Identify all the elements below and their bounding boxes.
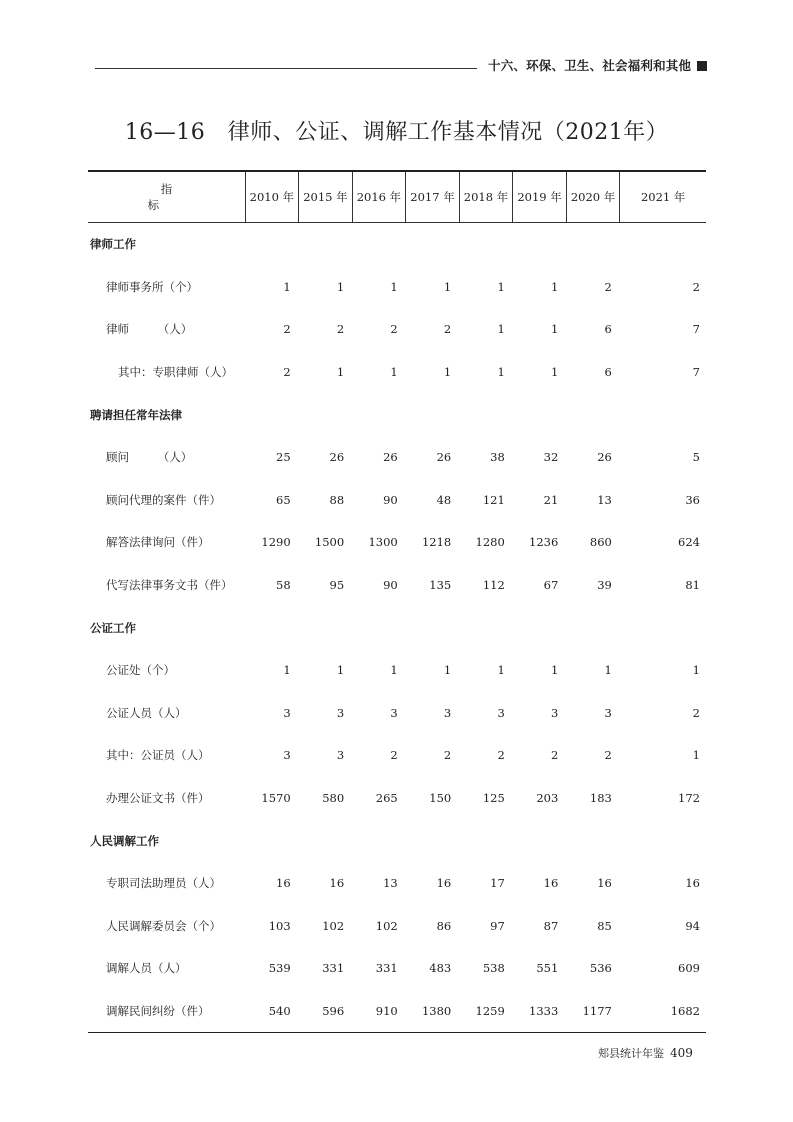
value-cell: 2 xyxy=(692,705,700,720)
value-cell: 2 xyxy=(550,748,559,763)
row-label: 公证处（个） xyxy=(106,663,175,678)
value-cell: 483 xyxy=(429,961,452,976)
header-row xyxy=(88,171,706,223)
value-cell: 87 xyxy=(543,918,559,933)
table-row xyxy=(88,692,706,735)
value-cell: 13 xyxy=(597,492,612,507)
value-cell: 36 xyxy=(685,492,700,507)
value-cell: 1 xyxy=(283,279,291,294)
value-cell: 1 xyxy=(550,365,559,380)
value-cell: 3 xyxy=(390,705,398,720)
value-cell: 551 xyxy=(536,961,559,976)
value-cell: 2 xyxy=(336,322,345,337)
value-cell: 5 xyxy=(692,450,700,465)
value-cell: 2 xyxy=(692,279,700,294)
group-row xyxy=(88,819,706,862)
value-cell: 21 xyxy=(543,492,559,507)
page-title: 16—16 律师、公证、调解工作基本情况（2021年） xyxy=(124,120,669,145)
value-cell: 150 xyxy=(429,791,452,806)
value-cell: 1 xyxy=(550,322,559,337)
header-rule xyxy=(95,68,477,69)
value-cell: 172 xyxy=(678,791,700,806)
value-cell: 95 xyxy=(329,578,345,593)
header-cell-indicator: 指 标 xyxy=(88,171,245,223)
value-cell: 102 xyxy=(322,918,345,933)
value-cell: 536 xyxy=(589,961,612,976)
group-label: 公证工作 xyxy=(90,620,136,635)
table-row xyxy=(88,564,706,607)
value-cell: 65 xyxy=(276,492,291,507)
value-cell: 26 xyxy=(436,450,452,465)
value-cell: 331 xyxy=(375,961,398,976)
value-cell: 39 xyxy=(597,578,612,593)
value-cell: 125 xyxy=(482,791,505,806)
row-label: 调解人员（人） xyxy=(106,961,187,976)
value-cell: 1 xyxy=(336,365,345,380)
table-row xyxy=(88,734,706,777)
value-cell: 1 xyxy=(497,279,505,294)
value-cell: 624 xyxy=(678,535,700,550)
value-cell: 26 xyxy=(329,450,345,465)
value-cell: 121 xyxy=(482,492,505,507)
row-label: 人民调解委员会（个） xyxy=(106,918,221,933)
value-cell: 1218 xyxy=(421,535,452,550)
row-label: 顾问 （人） xyxy=(106,450,193,465)
value-cell: 13 xyxy=(383,876,398,891)
value-cell: 1 xyxy=(550,279,559,294)
row-label: 律师事务所（个） xyxy=(106,279,198,294)
value-cell: 6 xyxy=(604,365,612,380)
value-cell: 1177 xyxy=(566,990,620,1033)
value-cell: 1290 xyxy=(261,535,291,550)
group-label: 人民调解工作 xyxy=(90,833,159,848)
section-header xyxy=(488,56,707,74)
value-cell: 16 xyxy=(276,876,291,891)
value-cell: 103 xyxy=(268,918,291,933)
value-cell: 90 xyxy=(383,492,398,507)
value-cell: 910 xyxy=(352,990,406,1033)
value-cell: 16 xyxy=(329,876,345,891)
data-table xyxy=(88,170,706,1033)
table-row xyxy=(88,947,706,990)
value-cell: 1333 xyxy=(513,990,567,1033)
value-cell: 16 xyxy=(597,876,612,891)
value-cell: 1280 xyxy=(475,535,505,550)
table-row xyxy=(88,521,706,564)
value-cell: 1 xyxy=(443,365,452,380)
value-cell: 135 xyxy=(429,578,452,593)
group-row xyxy=(88,606,706,649)
value-cell: 1 xyxy=(336,663,345,678)
value-cell: 88 xyxy=(329,492,345,507)
page-number: 409 xyxy=(670,1046,693,1060)
value-cell: 1 xyxy=(390,365,398,380)
value-cell: 2 xyxy=(604,279,612,294)
table-row xyxy=(88,905,706,948)
value-cell: 1 xyxy=(497,663,505,678)
table-row xyxy=(88,862,706,905)
header-cell-year: 2021 年 xyxy=(620,171,706,223)
value-cell: 183 xyxy=(589,791,612,806)
value-cell: 3 xyxy=(336,748,345,763)
value-cell: 67 xyxy=(543,578,559,593)
value-cell: 1 xyxy=(390,279,398,294)
table-row xyxy=(88,649,706,692)
row-label: 代写法律事务文书（件） xyxy=(106,578,233,593)
header-cell-year: 2018 年 xyxy=(459,171,513,223)
row-label: 顾问代理的案件（件） xyxy=(106,492,221,507)
page-footer xyxy=(598,1045,693,1061)
value-cell: 3 xyxy=(550,705,559,720)
value-cell: 1500 xyxy=(314,535,345,550)
value-cell: 1 xyxy=(692,663,700,678)
header-cell-year: 2016 年 xyxy=(352,171,406,223)
value-cell: 265 xyxy=(375,791,398,806)
table-header xyxy=(88,171,706,223)
table-row xyxy=(88,351,706,394)
value-cell: 97 xyxy=(490,918,505,933)
value-cell: 1 xyxy=(497,322,505,337)
value-cell: 58 xyxy=(276,578,291,593)
value-cell: 16 xyxy=(543,876,559,891)
book-title: 郏县统计年鉴 xyxy=(598,1047,664,1060)
header-cell-year: 2019 年 xyxy=(513,171,567,223)
row-label: 专职司法助理员（人） xyxy=(106,876,221,891)
value-cell: 3 xyxy=(604,705,612,720)
value-cell: 102 xyxy=(375,918,398,933)
value-cell: 16 xyxy=(436,876,452,891)
value-cell: 2 xyxy=(390,322,398,337)
value-cell: 1 xyxy=(443,279,452,294)
value-cell: 2 xyxy=(283,322,291,337)
value-cell: 3 xyxy=(443,705,452,720)
value-cell: 1570 xyxy=(261,791,291,806)
row-label: 其中：专职律师（人） xyxy=(118,365,233,380)
value-cell: 48 xyxy=(436,492,452,507)
section-title: 十六、环保、卫生、社会福利和其他 xyxy=(488,58,692,73)
value-cell: 38 xyxy=(490,450,505,465)
table-row xyxy=(88,479,706,522)
value-cell: 1 xyxy=(550,663,559,678)
value-cell: 609 xyxy=(678,961,700,976)
table-row xyxy=(88,777,706,820)
header-cell-year: 2015 年 xyxy=(299,171,353,223)
value-cell: 32 xyxy=(543,450,559,465)
group-label: 聘请担任常年法律 xyxy=(90,407,182,422)
table-container xyxy=(88,170,706,1033)
value-cell: 17 xyxy=(490,876,505,891)
header-cell-year: 2020 年 xyxy=(566,171,620,223)
row-label: 解答法律询问（件） xyxy=(106,535,210,550)
value-cell: 1 xyxy=(497,365,505,380)
value-cell: 2 xyxy=(604,748,612,763)
value-cell: 7 xyxy=(692,365,700,380)
value-cell: 1 xyxy=(283,663,291,678)
value-cell: 16 xyxy=(685,876,700,891)
value-cell: 94 xyxy=(685,918,700,933)
row-label: 律师 （人） xyxy=(106,322,193,337)
value-cell: 2 xyxy=(497,748,505,763)
value-cell: 6 xyxy=(604,322,612,337)
header-cell-year: 2010 年 xyxy=(245,171,299,223)
value-cell: 3 xyxy=(497,705,505,720)
value-cell: 596 xyxy=(299,990,353,1033)
group-label: 律师工作 xyxy=(90,237,136,252)
table-row xyxy=(88,266,706,309)
row-label: 办理公证文书（件） xyxy=(106,791,210,806)
table-row xyxy=(88,308,706,351)
group-row xyxy=(88,223,706,266)
value-cell: 1 xyxy=(390,663,398,678)
value-cell: 1 xyxy=(443,663,452,678)
value-cell: 3 xyxy=(283,748,291,763)
header-cell-year: 2017 年 xyxy=(406,171,460,223)
value-cell: 1259 xyxy=(459,990,513,1033)
value-cell: 2 xyxy=(443,322,452,337)
value-cell: 1 xyxy=(604,663,612,678)
value-cell: 85 xyxy=(597,918,612,933)
square-marker-icon xyxy=(697,61,707,71)
value-cell: 1682 xyxy=(620,990,706,1033)
value-cell: 1 xyxy=(692,748,700,763)
value-cell: 540 xyxy=(245,990,299,1033)
value-cell: 538 xyxy=(482,961,505,976)
value-cell: 7 xyxy=(692,322,700,337)
value-cell: 1300 xyxy=(368,535,398,550)
value-cell: 2 xyxy=(283,365,291,380)
value-cell: 1 xyxy=(336,279,345,294)
value-cell: 25 xyxy=(276,450,291,465)
table-body xyxy=(88,223,706,1033)
group-row xyxy=(88,393,706,436)
value-cell: 203 xyxy=(536,791,559,806)
row-label: 公证人员（人） xyxy=(106,705,187,720)
row-label: 其中：公证员（人） xyxy=(106,748,210,763)
value-cell: 860 xyxy=(589,535,612,550)
value-cell: 1236 xyxy=(529,535,559,550)
value-cell: 3 xyxy=(283,705,291,720)
value-cell: 26 xyxy=(597,450,612,465)
value-cell: 331 xyxy=(322,961,345,976)
value-cell: 81 xyxy=(685,578,700,593)
value-cell: 86 xyxy=(436,918,452,933)
value-cell: 539 xyxy=(268,961,291,976)
value-cell: 1380 xyxy=(406,990,460,1033)
value-cell: 26 xyxy=(383,450,398,465)
table-row xyxy=(88,436,706,479)
value-cell: 90 xyxy=(383,578,398,593)
value-cell: 112 xyxy=(482,578,505,593)
value-cell: 2 xyxy=(443,748,452,763)
row-label: 调解民间纠纷（件） xyxy=(88,990,245,1033)
table-row xyxy=(88,990,706,1033)
value-cell: 3 xyxy=(336,705,345,720)
value-cell: 580 xyxy=(322,791,345,806)
value-cell: 2 xyxy=(390,748,398,763)
